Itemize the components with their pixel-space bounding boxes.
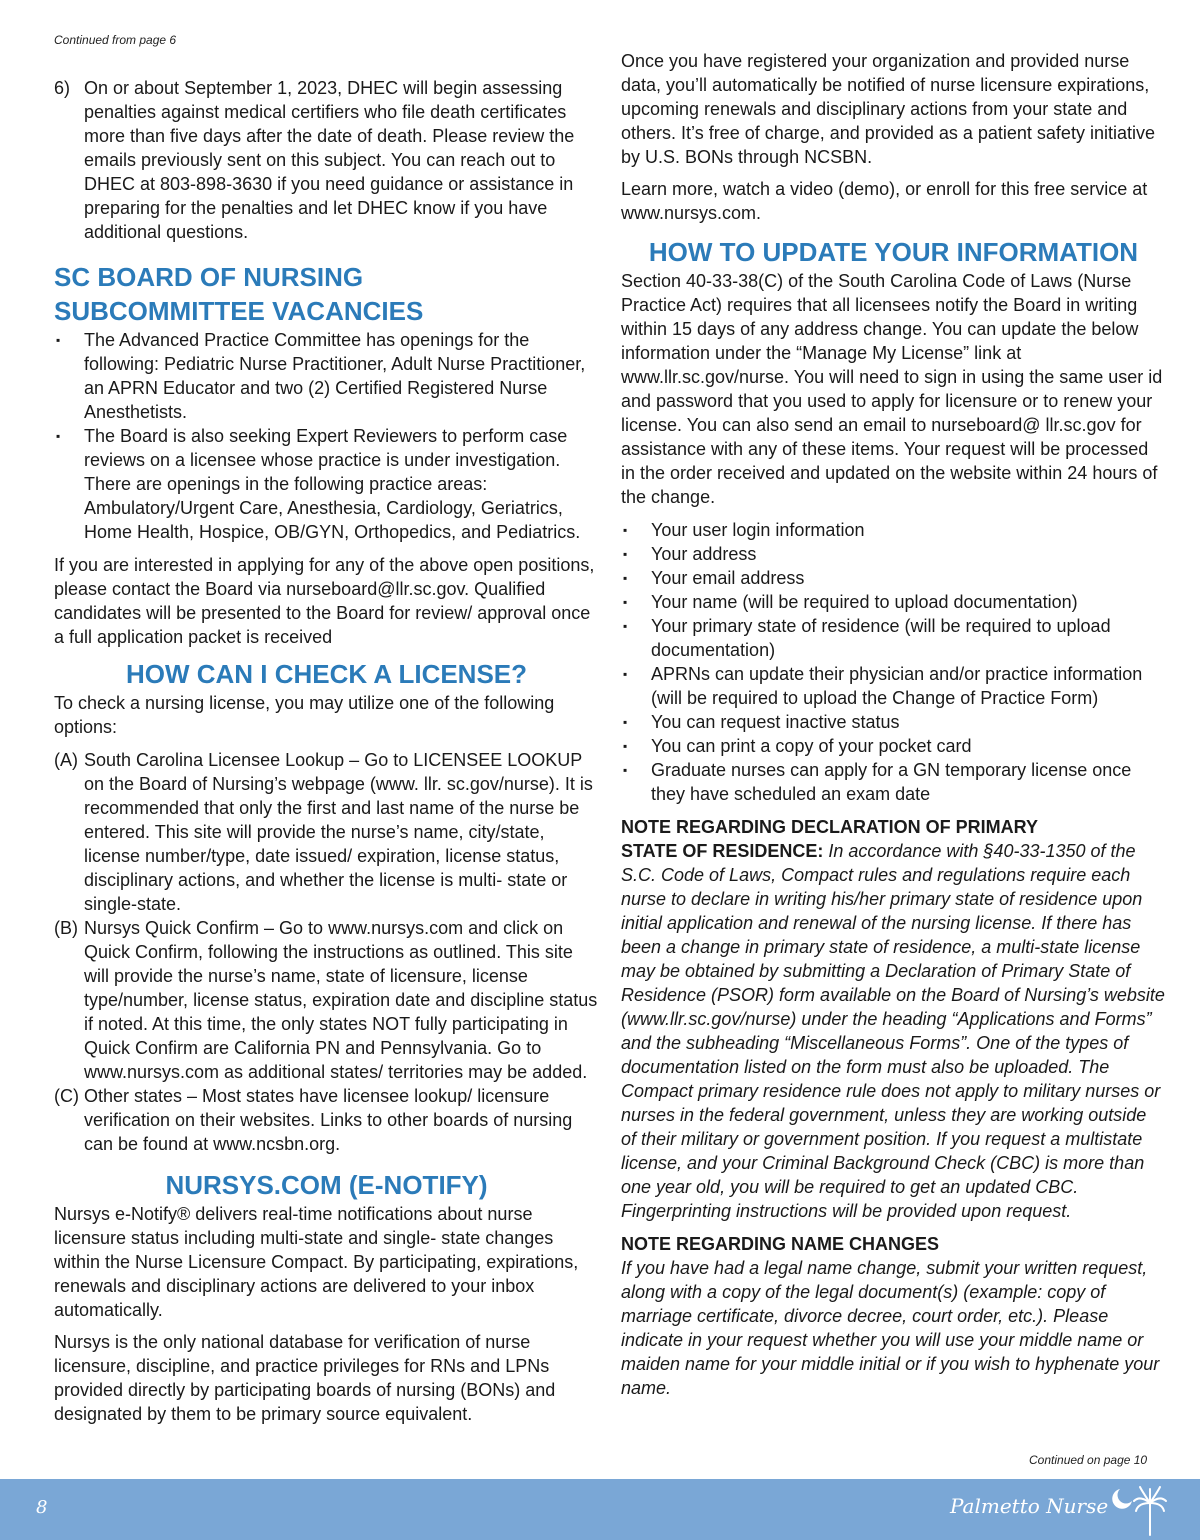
vacancies-list — [54, 328, 599, 544]
list-item-text: Graduate nurses can apply for a GN temporary license once they have scheduled an exam date — [651, 760, 1132, 804]
continued-on-note: Continued on page 10 — [1029, 1453, 1148, 1467]
list-item-text: The Board is also seeking Expert Reviewers to perform case reviews on a licensee whose practice is under investigation. There are openings in the following practice areas: Ambulatory/Urgent Care, Anesthesia, Cardiology, Geriatrics, Home Health, Hospice, OB/GYN, Orthopedics, and Pediatrics. — [84, 426, 581, 542]
option-b — [54, 916, 599, 1084]
psor-note-text: In accordance with §40-33-1350 of the S.C. Code of Laws, Compact rules and regulations require each nurse to declare in writing his/her primary state of residence upon initial application and renewal of the nursing license. If there has been a change in primary state of residence, a multi-state license may be obtained by submitting a Declaration of Primary State of Residence (PSOR) form available on the Board of Nursing’s website (www.llr.sc.gov/nurse) under the heading “Applications and Forms” and the subheading “Miscellaneous Forms”. One of the types of documentation listed on the form must also be uploaded. The Compact primary residence rule does not apply to military nurses or nurses in the federal government, unless they are working outside of their military or government position. If you request a multistate license, and your Criminal Background Check (CBC) is more than one year old, you will be required to get an updated CBC. Fingerprinting instructions will be provided upon request. — [621, 841, 1165, 1221]
list-item — [621, 758, 1166, 806]
check-license-title: HOW CAN I CHECK A LICENSE? — [125, 659, 528, 689]
palmetto-moon-icon — [1110, 1483, 1170, 1537]
list-item — [54, 424, 599, 544]
bullet-icon: ▪ — [623, 619, 628, 633]
nursys-paragraph-2: Nursys is the only national database for verification of nurse licensure, discipline, and practice privileges for RNs and LPNs provided directly by participating boards of nursing (BONs) and designated by them to be primary source equivalent. — [54, 1332, 556, 1424]
continued-from-note: Continued from page 6 — [54, 33, 177, 47]
vacancies-title-line1: SC BOARD OF NURSING — [54, 262, 364, 292]
bullet-icon: ▪ — [623, 571, 628, 585]
numbered-item-6 — [54, 76, 599, 244]
page-number: 8 — [36, 1497, 48, 1518]
option-label: (C) — [54, 1086, 79, 1106]
list-item-text: The Advanced Practice Committee has openings for the following: Pediatric Nurse Practitioner, Adult Nurse Practitioner, an APRN Educator and two (2) Certified Registered Nurse Anesthetists. — [84, 330, 586, 422]
bullet-icon: ▪ — [623, 523, 628, 537]
update-info-paragraph: Section 40-33-38(C) of the South Carolina Code of Laws (Nurse Practice Act) requires that all licensees notify the Board in writing within 15 days of any address change. You can update the below information under the “Manage My License” link at www.llr.sc.gov/nurse. You will need to sign in using the same user id and password that you used to apply for licensure or to renew your license. You can also send an email to nurseboard@ llr.sc.gov for assistance with any of these items. Your request will be processed in the order received and updated on the website within 24 hours of the change. — [621, 271, 1163, 507]
bullet-icon: ▪ — [623, 763, 628, 777]
list-item-text: Your name (will be required to upload documentation) — [651, 592, 1078, 612]
list-item — [621, 590, 1166, 614]
update-info-list — [621, 518, 1166, 806]
nursys-paragraph-1: Nursys e-Notify® delivers real-time notifications about nurse licensure status including multi-state and single- state changes within the Nurse Licensure Compact. By participating, expirations, renewals and disciplinary actions are delivered to your inbox automatically. — [54, 1204, 579, 1320]
list-item-text: Your address — [651, 544, 757, 564]
list-item — [621, 542, 1166, 566]
name-change-heading: NOTE REGARDING NAME CHANGES — [621, 1234, 940, 1254]
list-item — [54, 328, 599, 424]
update-info-title: HOW TO UPDATE YOUR INFORMATION — [648, 237, 1139, 267]
vacancies-title — [54, 260, 599, 328]
list-item — [621, 566, 1166, 590]
list-item — [621, 734, 1166, 758]
bullet-icon: ▪ — [623, 595, 628, 609]
list-item-text: Your email address — [651, 568, 805, 588]
list-item-text: Your primary state of residence (will be required to upload documentation) — [651, 616, 1111, 660]
option-label: (A) — [54, 750, 78, 770]
psor-note-heading-line1: NOTE REGARDING DECLARATION OF PRIMARY — [621, 817, 1038, 837]
list-item — [621, 614, 1166, 662]
publication-title: Palmetto Nurse — [950, 1494, 1109, 1518]
list-item-text: You can print a copy of your pocket card — [651, 736, 972, 756]
bullet-icon: ▪ — [623, 667, 628, 681]
bullet-icon: ▪ — [56, 333, 61, 347]
vacancies-paragraph: If you are interested in applying for any of the above open positions, please contact the Board via nurseboard@llr.sc.gov. Qualified candidates will be presented to the Board for review/ approval once a full application packet is received — [54, 555, 595, 647]
list-item-text: APRNs can update their physician and/or practice information (will be required to upload the Change of Practice Form) — [651, 664, 1143, 708]
bullet-icon: ▪ — [623, 715, 628, 729]
name-change-text: If you have had a legal name change, submit your written request, along with a copy of the legal document(s) (example: copy of marriage certificate, divorce decree, court order, etc.). Please indicate in your request whether you will use your middle name or maiden name for your middle initial or if you wish to hyphenate your name. — [621, 1258, 1160, 1398]
option-text: Nursys Quick Confirm – Go to www.nursys.com and click on Quick Confirm, following the instructions as outlined. This site will provide the nurse’s name, state of licensure, license type/number, license status, expiration date and discipline status if noted. At this time, the only states NOT fully participating in Quick Confirm are California PN and Pennsylvania. Go to www.nursys.com as additional states/ territories may be added. — [84, 918, 598, 1082]
bullet-icon: ▪ — [623, 739, 628, 753]
left-column — [54, 76, 599, 1426]
check-license-options — [54, 748, 599, 1156]
option-a — [54, 748, 599, 916]
enotify-paragraph-2: Learn more, watch a video (demo), or enroll for this free service at www.nursys.com. — [621, 179, 1148, 223]
option-c — [54, 1084, 599, 1156]
list-item — [621, 710, 1166, 734]
list-item — [621, 662, 1166, 710]
option-text: Other states – Most states have licensee lookup/ licensure verification on their websites. Links to other boards of nursing can be found at www.ncsbn.org. — [84, 1086, 573, 1154]
option-text: South Carolina Licensee Lookup – Go to LICENSEE LOOKUP on the Board of Nursing’s webpage (www. llr. sc.gov/nurse). It is recommended that only the first and last name of the nurse be entered. This site will provide the nurse’s name, city/state, license number/type, date issued/ expiration, license status, disciplinary actions, and whether the license is multi- state or single-state. — [84, 750, 593, 914]
item-number: 6) — [54, 78, 71, 98]
check-license-intro: To check a nursing license, you may utilize one of the following options: — [54, 693, 555, 737]
enotify-paragraph-1: Once you have registered your organization and provided nurse data, you’ll automatically be notified of nurse licensure expirations, upcoming renewals and disciplinary actions from your state and others. It’s free of charge, and provided as a patient safety initiative by U.S. BONs through NCSBN. — [621, 51, 1155, 167]
list-item-text: You can request inactive status — [651, 712, 900, 732]
option-label: (B) — [54, 918, 78, 938]
list-item — [621, 518, 1166, 542]
list-item-text: Your user login information — [651, 520, 865, 540]
right-column — [621, 49, 1166, 1400]
vacancies-title-line2: SUBCOMMITTEE VACANCIES — [54, 296, 424, 326]
bullet-icon: ▪ — [623, 547, 628, 561]
psor-note — [621, 815, 1166, 1223]
bullet-icon: ▪ — [56, 429, 61, 443]
nursys-title: NURSYS.COM (E-NOTIFY) — [165, 1170, 488, 1200]
psor-note-heading-line2: STATE OF RESIDENCE: — [621, 841, 824, 861]
item-text: On or about September 1, 2023, DHEC will begin assessing penalties against medical certifiers who file death certificates more than five days after the date of death. Please review the emails previously sent on this subject. You can reach out to DHEC at 803-898-3630 if you need guidance or assistance in preparing for the penalties and let DHEC know if you have additional questions. — [84, 78, 575, 242]
